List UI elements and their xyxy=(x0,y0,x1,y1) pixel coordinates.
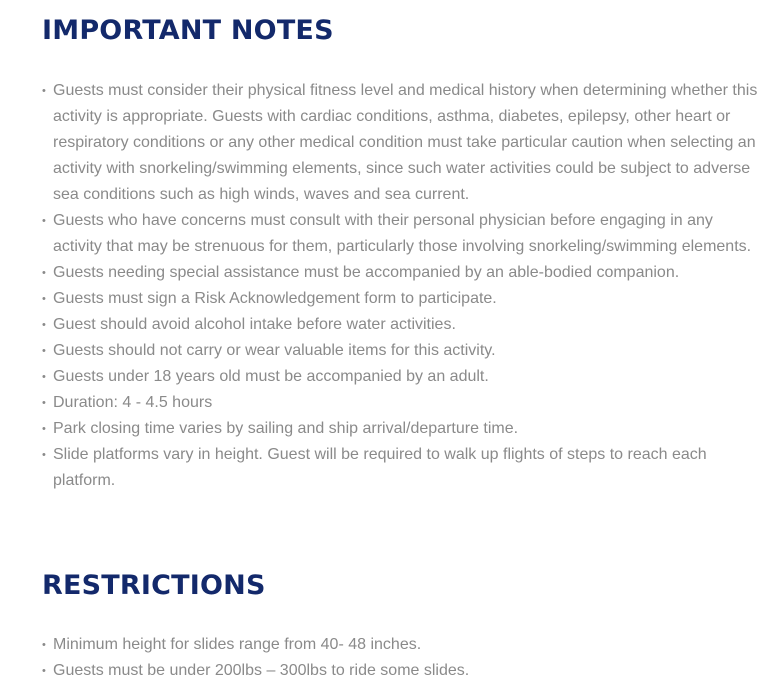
bullet-icon: • xyxy=(42,345,46,357)
bullet-icon: • xyxy=(42,449,46,461)
bullet-icon: • xyxy=(42,85,46,97)
list-item xyxy=(0,312,760,338)
list-item xyxy=(0,78,760,208)
list-item xyxy=(0,364,760,390)
bullet-icon: • xyxy=(42,423,46,435)
list-item-text: Guests who have concerns must consult with their personal physician before engaging in any activity that may be strenuous for them, particularly those involving snorkeling/swimming elements. xyxy=(53,212,752,255)
list-item xyxy=(0,286,760,312)
list-item xyxy=(0,260,760,286)
list-item-text: Guests needing special assistance must be accompanied by an able-bodied companion. xyxy=(53,264,680,281)
bullet-icon: • xyxy=(42,267,46,279)
list-item-text: Guests must be under 200lbs – 300lbs to ride some slides. xyxy=(53,662,470,679)
restrictions-heading: RESTRICTIONS xyxy=(42,570,266,601)
bullet-icon: • xyxy=(42,371,46,383)
list-item xyxy=(0,658,760,684)
list-item xyxy=(0,208,760,260)
bullet-icon: • xyxy=(42,639,46,651)
list-item-text: Park closing time varies by sailing and ship arrival/departure time. xyxy=(53,420,519,437)
list-item-text: Duration: 4 - 4.5 hours xyxy=(53,394,213,411)
list-item xyxy=(0,416,760,442)
list-item xyxy=(0,632,760,658)
list-item-text: Slide platforms vary in height. Guest will be required to walk up flights of steps to reach each platform. xyxy=(53,446,707,489)
list-item-text: Guests must consider their physical fitness level and medical history when determining whether this activity is appropriate. Guests with cardiac conditions, asthma, diabetes, epilepsy, other heart or respiratory conditions or any other medical condition must take particular caution when selecting an activity with snorkeling/swimming elements, since such water activities could be subject to adverse sea conditions such as high winds, waves and sea current. xyxy=(53,82,758,203)
list-item xyxy=(0,338,760,364)
bullet-icon: • xyxy=(42,293,46,305)
bullet-icon: • xyxy=(42,397,46,409)
list-item-text: Guests must sign a Risk Acknowledgement form to participate. xyxy=(53,290,497,307)
bullet-icon: • xyxy=(42,215,46,227)
important-notes-heading: IMPORTANT NOTES xyxy=(42,15,334,46)
important-notes-list xyxy=(0,78,760,494)
list-item-text: Guest should avoid alcohol intake before water activities. xyxy=(53,316,456,333)
list-item-text: Guests should not carry or wear valuable items for this activity. xyxy=(53,342,496,359)
list-item-text: Minimum height for slides range from 40- 48 inches. xyxy=(53,636,422,653)
list-item-text: Guests under 18 years old must be accompanied by an adult. xyxy=(53,368,489,385)
list-item xyxy=(0,442,760,494)
list-item xyxy=(0,390,760,416)
bullet-icon: • xyxy=(42,665,46,677)
restrictions-list xyxy=(0,632,760,684)
bullet-icon: • xyxy=(42,319,46,331)
